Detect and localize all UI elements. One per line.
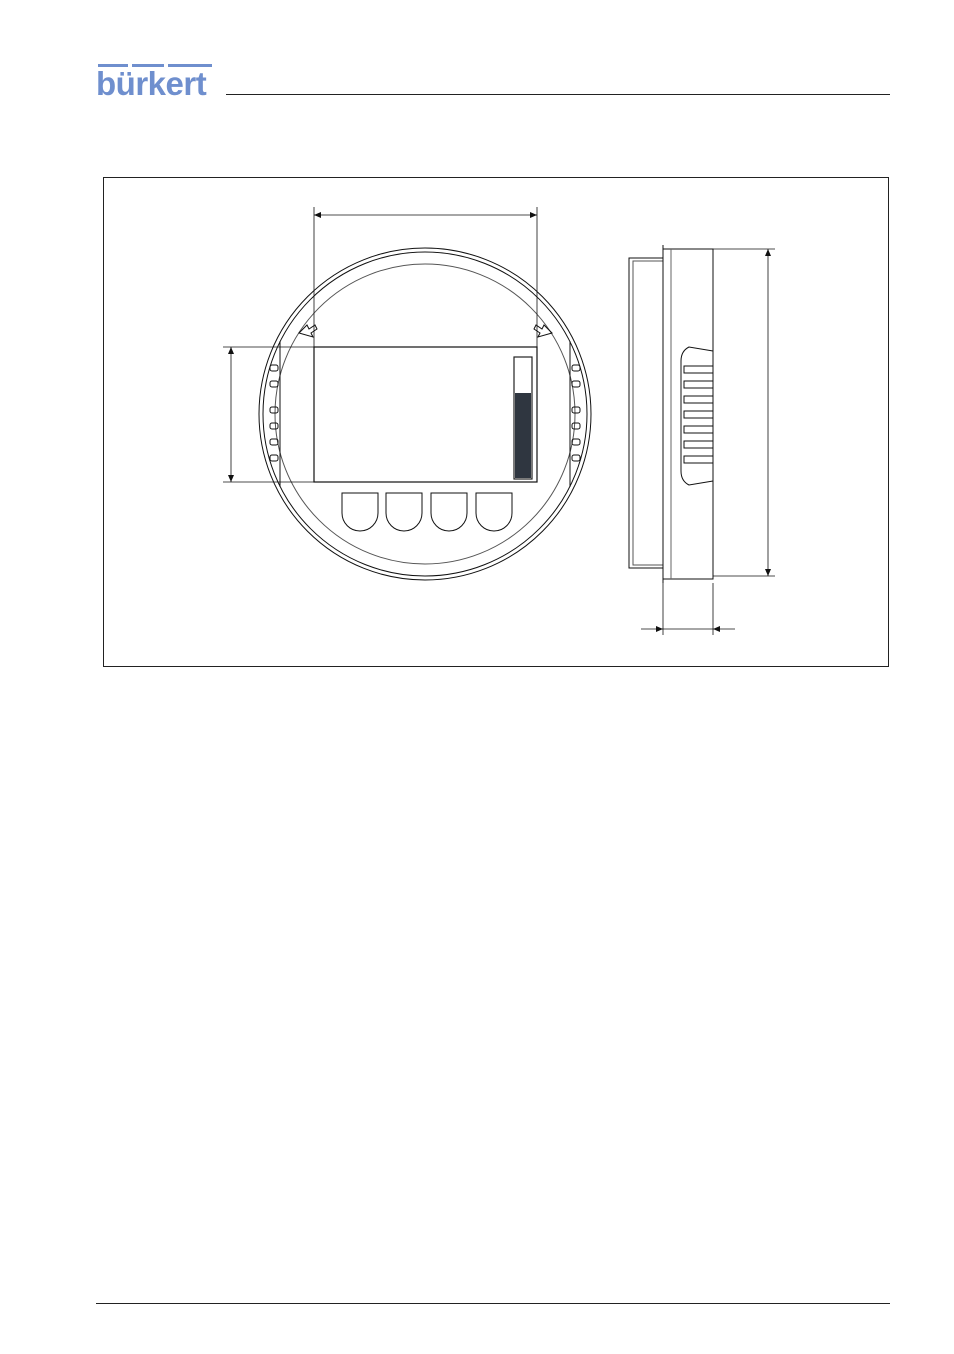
plicscom-drawing [104, 178, 890, 668]
header-rule [226, 94, 890, 95]
figure-frame [103, 177, 889, 667]
section-title [96, 123, 112, 147]
svg-text:bürkert: bürkert [96, 65, 207, 100]
footer-rule [96, 1303, 890, 1304]
display-bargraph-fill [515, 393, 531, 478]
burkert-logo [96, 62, 214, 100]
